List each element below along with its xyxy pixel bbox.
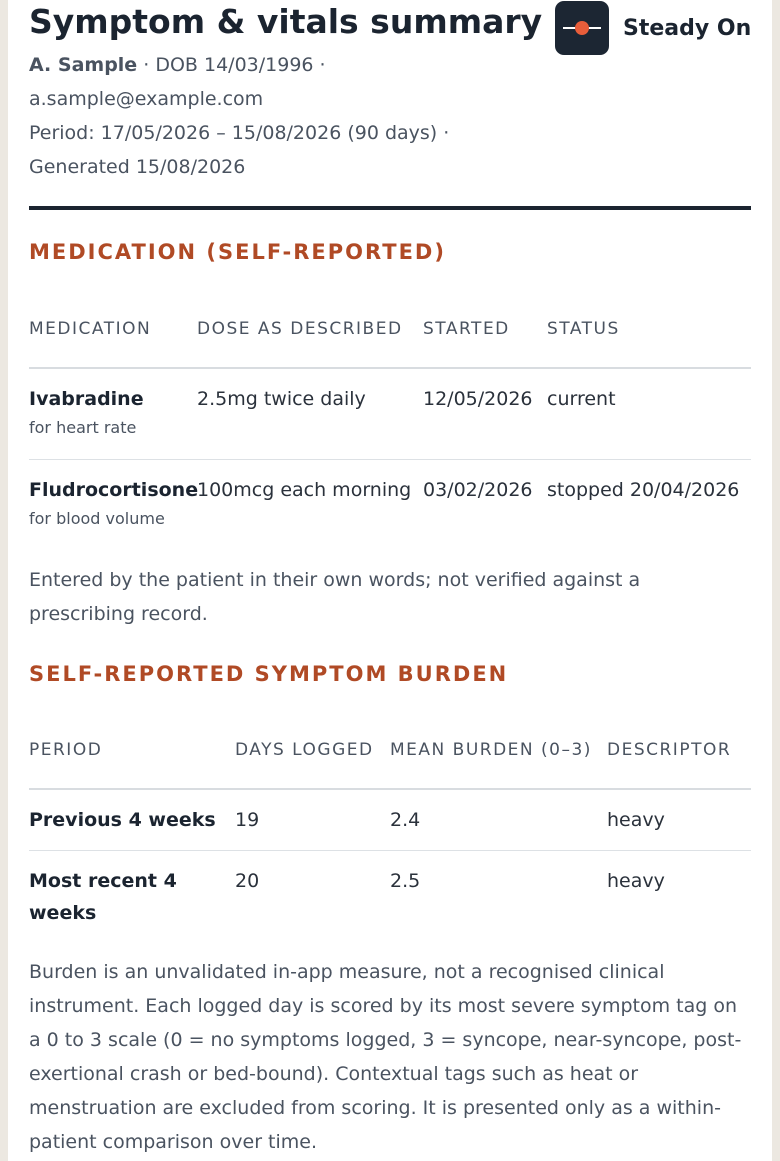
burden-mean: 2.5 (390, 869, 421, 892)
burden-descriptor: heavy (607, 809, 665, 831)
medication-started: 03/02/2026 (423, 478, 533, 501)
table-row (29, 459, 751, 549)
medication-dose: 2.5mg twice daily (197, 388, 366, 410)
table-row (29, 368, 751, 459)
medication-dose: 100mcg each morning (197, 478, 412, 501)
burden-days: 19 (235, 809, 260, 831)
col-days-logged: DAYS LOGGED (235, 739, 374, 760)
medication-name: Ivabradine (29, 388, 144, 410)
medication-header-row (29, 292, 751, 368)
medication-name: Fludrocortisone (29, 478, 199, 501)
medication-purpose: for heart rate (29, 418, 137, 437)
burden-mean: 2.4 (390, 809, 421, 831)
report-sheet (8, 0, 772, 1161)
header-divider (29, 206, 751, 210)
brand-name: Steady On (623, 15, 752, 41)
col-period: PERIOD (29, 739, 103, 760)
col-status: STATUS (547, 319, 620, 339)
medication-section-title: MEDICATION (SELF-REPORTED) (29, 240, 446, 264)
burden-days: 20 (235, 869, 260, 892)
col-started: STARTED (423, 319, 510, 339)
burden-section-title: SELF-REPORTED SYMPTOM BURDEN (29, 662, 509, 686)
burden-note: Burden is an unvalidated in-app measure, not a recognised clinical instrument. Each logged day is scored by its most severe symptom tag on a 0 to 3 scale (0 = no symptoms logged, 3 = syncope, near-syncope, post-exertional crash or bed-bound). Contextual tags such as heat or menstruation are excluded from scoring. It is presented only as a within-patient comparison over time. (29, 961, 742, 1153)
medication-table (29, 292, 751, 549)
table-row (29, 789, 751, 850)
medication-note: Entered by the patient in their own words; not verified against a prescribing record. (29, 569, 641, 625)
table-row (29, 850, 751, 940)
col-medication: MEDICATION (29, 319, 152, 339)
burden-period: Most recent 4 weeks (29, 869, 177, 924)
medication-status: stopped 20/04/2026 (547, 478, 740, 501)
burden-table (29, 712, 751, 940)
patient-email: a.sample@example.com (29, 88, 264, 110)
medication-purpose: for blood volume (29, 508, 165, 528)
col-dose: DOSE AS DESCRIBED (197, 319, 403, 339)
page-title: Symptom & vitals summary (29, 2, 543, 41)
generated-date: Generated 15/08/2026 (29, 156, 246, 178)
burden-period: Previous 4 weeks (29, 809, 216, 831)
patient-dob: · DOB 14/03/1996 · (143, 54, 326, 76)
patient-meta (29, 48, 549, 184)
burden-header-row (29, 712, 751, 789)
medication-status: current (547, 388, 616, 410)
col-descriptor: DESCRIPTOR (607, 739, 732, 760)
medication-started: 12/05/2026 (423, 388, 533, 410)
burden-descriptor: heavy (607, 869, 665, 892)
steady-on-logo-icon (555, 1, 609, 55)
report-period: Period: 17/05/2026 – 15/08/2026 (90 days) · (29, 122, 450, 144)
brand (555, 0, 751, 56)
patient-name: A. Sample (29, 54, 138, 76)
col-mean-burden: MEAN BURDEN (0–3) (390, 739, 592, 760)
